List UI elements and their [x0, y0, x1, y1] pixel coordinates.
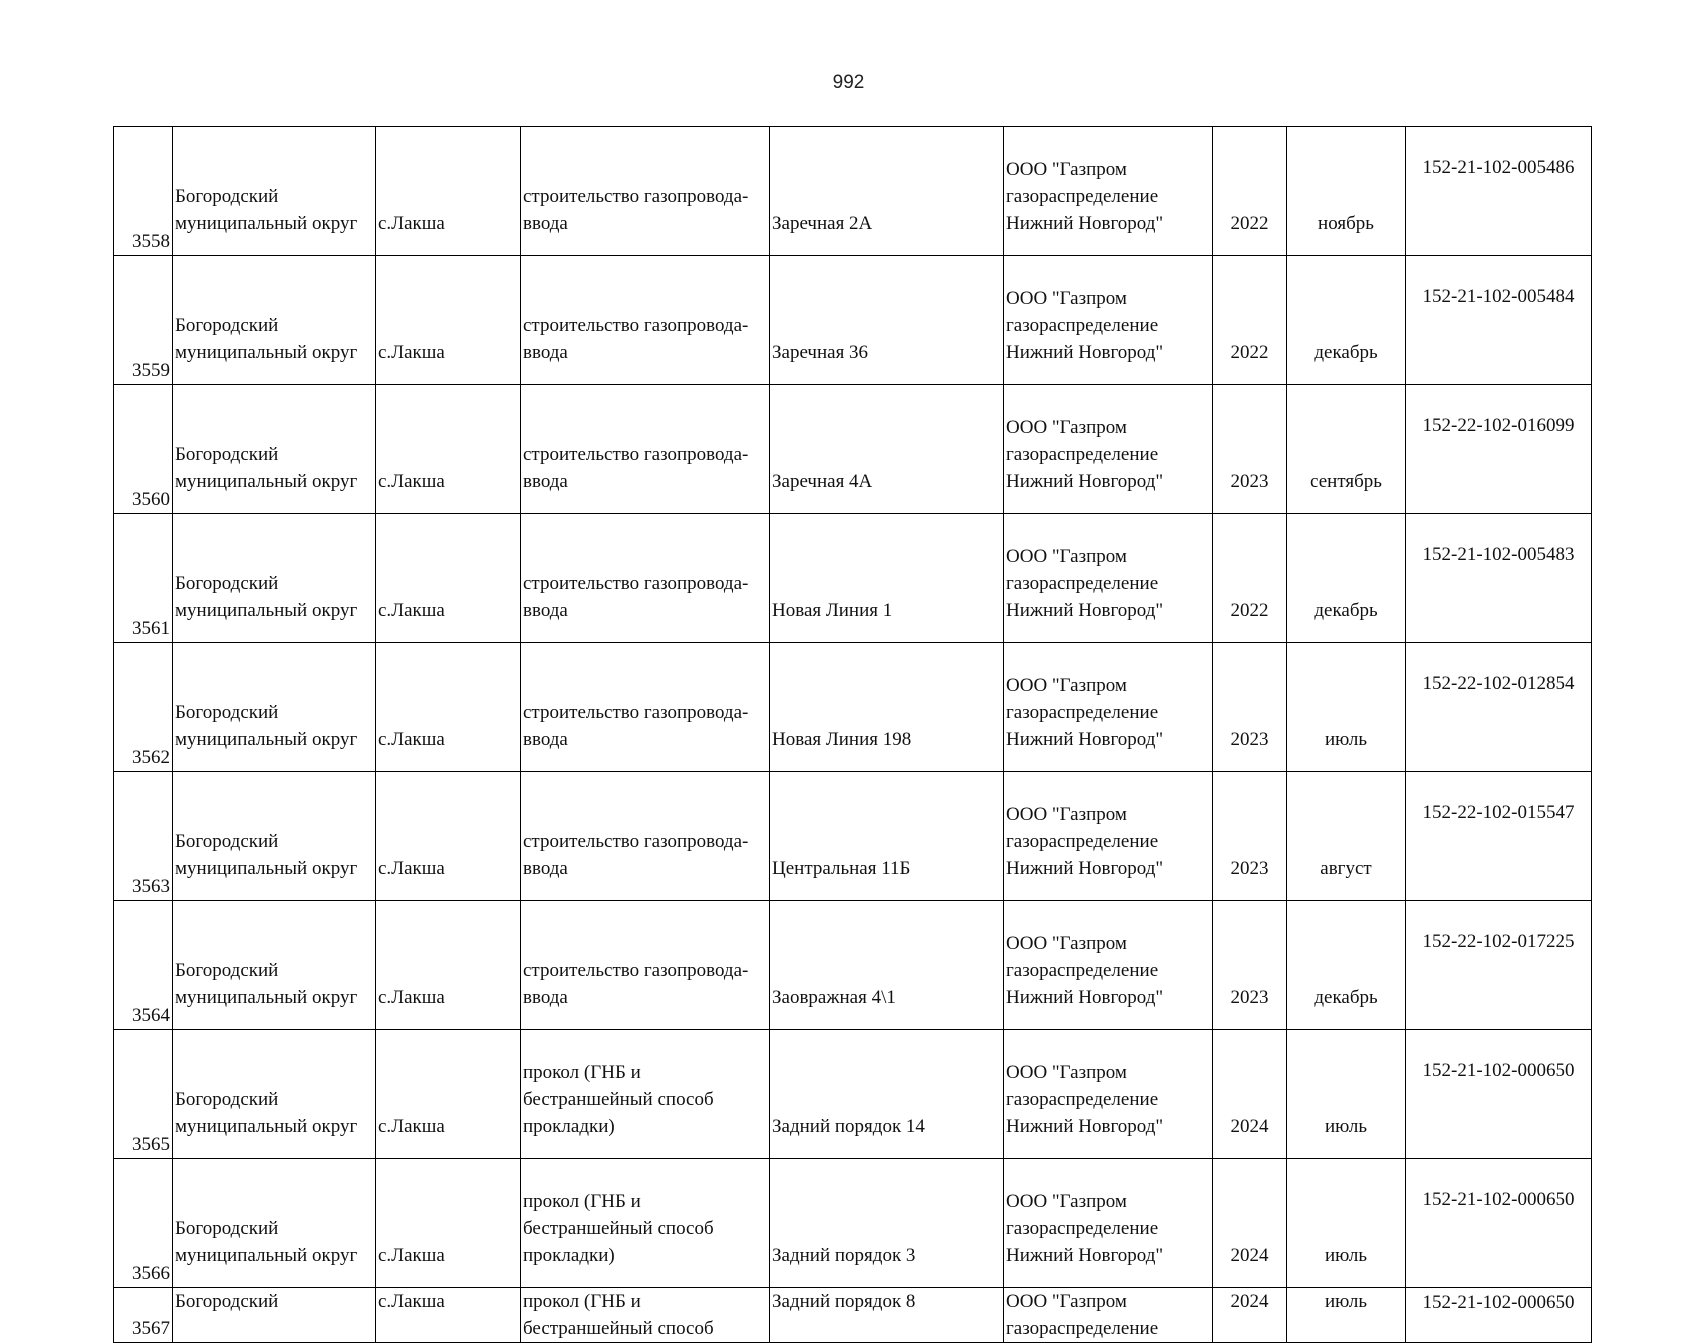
table-row	[114, 901, 1592, 1030]
table-row	[114, 1288, 1592, 1343]
table-row	[114, 1030, 1592, 1159]
cell-line: ввода	[523, 729, 568, 750]
cell-line: Нижний Новгород"	[1006, 729, 1164, 750]
cell-line: 2024	[1230, 1291, 1269, 1312]
cell-line: ноябрь	[1318, 213, 1374, 234]
cell-line: декабрь	[1314, 987, 1378, 1008]
organization-cell	[1004, 643, 1213, 772]
year-cell	[1213, 772, 1287, 901]
cell-line: газораспределение	[1006, 444, 1159, 465]
table-row	[114, 1159, 1592, 1288]
organization-cell	[1004, 1030, 1213, 1159]
work-type-cell	[521, 901, 770, 1030]
cell-line: июль	[1324, 1291, 1368, 1312]
cell-line: строительство газопровода-	[523, 573, 749, 594]
address-cell	[770, 514, 1004, 643]
cell-line: с.Лакша	[378, 858, 445, 879]
cell-line: муниципальный округ	[175, 471, 358, 492]
cell-line: Богородский	[175, 1089, 279, 1110]
address-cell	[770, 385, 1004, 514]
month-cell	[1287, 127, 1406, 256]
cell-line: Заречная 2А	[772, 213, 873, 234]
cell-line: ООО "Газпром	[1006, 675, 1127, 696]
month-cell	[1287, 514, 1406, 643]
settlement-cell	[376, 1159, 521, 1288]
month-cell	[1287, 256, 1406, 385]
table-row	[114, 127, 1592, 256]
organization-cell	[1004, 385, 1213, 514]
organization-cell	[1004, 772, 1213, 901]
work-type-cell	[521, 256, 770, 385]
district-cell	[173, 127, 376, 256]
year-cell	[1213, 385, 1287, 514]
cell-line: строительство газопровода-	[523, 315, 749, 336]
cell-line: газораспределение	[1006, 573, 1159, 594]
cell-line: 2022	[1230, 342, 1269, 363]
address-cell	[770, 256, 1004, 385]
cell-line: Новая Линия 198	[772, 729, 912, 750]
cell-line: Новая Линия 1	[772, 600, 893, 621]
month-cell	[1287, 1288, 1406, 1343]
district-cell	[173, 901, 376, 1030]
year-cell	[1213, 127, 1287, 256]
cell-line: ООО "Газпром	[1006, 1062, 1127, 1083]
year-cell	[1213, 643, 1287, 772]
cell-line: Заречная 4А	[772, 471, 873, 492]
cell-line: июль	[1324, 1116, 1368, 1137]
district-cell	[173, 256, 376, 385]
year-cell	[1213, 1288, 1287, 1343]
permit-number-cell: 152-21-102-005483	[1406, 514, 1592, 643]
cell-line: муниципальный округ	[175, 858, 358, 879]
cell-line: Богородский	[175, 186, 279, 207]
cell-line: строительство газопровода-	[523, 444, 749, 465]
permit-number-cell: 152-21-102-000650	[1406, 1159, 1592, 1288]
settlement-cell	[376, 772, 521, 901]
work-type-cell	[521, 772, 770, 901]
month-cell	[1287, 772, 1406, 901]
district-cell	[173, 1030, 376, 1159]
cell-line: 2023	[1230, 858, 1269, 879]
cell-line: Нижний Новгород"	[1006, 213, 1164, 234]
row-number-cell: 3566	[114, 1159, 173, 1288]
cell-line: декабрь	[1314, 342, 1378, 363]
cell-line: прокол (ГНБ и	[523, 1291, 641, 1312]
row-number-cell: 3558	[114, 127, 173, 256]
cell-line: Богородский	[175, 831, 279, 852]
row-number-cell: 3565	[114, 1030, 173, 1159]
cell-line: газораспределение	[1006, 1089, 1159, 1110]
cell-line: газораспределение	[1006, 960, 1159, 981]
organization-cell	[1004, 256, 1213, 385]
row-number-cell: 3560	[114, 385, 173, 514]
settlement-cell	[376, 514, 521, 643]
row-number-cell: 3561	[114, 514, 173, 643]
work-type-cell	[521, 127, 770, 256]
year-cell	[1213, 514, 1287, 643]
cell-line: 2024	[1230, 1116, 1269, 1137]
cell-line: Заовражная 4\1	[772, 987, 896, 1008]
organization-cell	[1004, 1288, 1213, 1343]
month-cell	[1287, 1030, 1406, 1159]
settlement-cell	[376, 385, 521, 514]
year-cell	[1213, 901, 1287, 1030]
cell-line: август	[1320, 858, 1372, 879]
cell-line: ввода	[523, 342, 568, 363]
permit-number-cell: 152-22-102-017225	[1406, 901, 1592, 1030]
table-row	[114, 256, 1592, 385]
cell-line: прокладки)	[523, 1245, 615, 1266]
cell-line: прокол (ГНБ и	[523, 1062, 641, 1083]
permit-number-cell: 152-21-102-000650	[1406, 1288, 1592, 1343]
year-cell	[1213, 1159, 1287, 1288]
permit-number-cell: 152-21-102-000650	[1406, 1030, 1592, 1159]
row-number-cell: 3563	[114, 772, 173, 901]
permits-table	[113, 126, 1592, 1343]
work-type-cell	[521, 643, 770, 772]
cell-line: Нижний Новгород"	[1006, 858, 1164, 879]
cell-line: бестраншейный способ	[523, 1218, 714, 1239]
cell-line: Нижний Новгород"	[1006, 600, 1164, 621]
cell-line: муниципальный округ	[175, 600, 358, 621]
cell-line: Богородский	[175, 1291, 279, 1312]
page-number: 992	[832, 72, 865, 93]
table-row	[114, 643, 1592, 772]
cell-line: с.Лакша	[378, 342, 445, 363]
cell-line: с.Лакша	[378, 1291, 445, 1312]
cell-line: строительство газопровода-	[523, 831, 749, 852]
cell-line: Богородский	[175, 702, 279, 723]
district-cell	[173, 1288, 376, 1343]
district-cell	[173, 1159, 376, 1288]
address-cell	[770, 1159, 1004, 1288]
cell-line: газораспределение	[1006, 315, 1159, 336]
organization-cell	[1004, 1159, 1213, 1288]
cell-line: строительство газопровода-	[523, 702, 749, 723]
cell-line: ООО "Газпром	[1006, 417, 1127, 438]
cell-line: Нижний Новгород"	[1006, 471, 1164, 492]
cell-line: муниципальный округ	[175, 342, 358, 363]
cell-line: газораспределение	[1006, 186, 1159, 207]
cell-line: с.Лакша	[378, 1116, 445, 1137]
cell-line: Богородский	[175, 315, 279, 336]
cell-line: 2023	[1230, 471, 1269, 492]
cell-line: муниципальный округ	[175, 1116, 358, 1137]
year-cell	[1213, 256, 1287, 385]
settlement-cell	[376, 256, 521, 385]
cell-line: газораспределение	[1006, 702, 1159, 723]
work-type-cell	[521, 514, 770, 643]
settlement-cell	[376, 643, 521, 772]
address-cell	[770, 772, 1004, 901]
cell-line: с.Лакша	[378, 600, 445, 621]
district-cell	[173, 772, 376, 901]
cell-line: июль	[1324, 729, 1368, 750]
month-cell	[1287, 643, 1406, 772]
permit-number-cell: 152-22-102-016099	[1406, 385, 1592, 514]
settlement-cell	[376, 901, 521, 1030]
cell-line: строительство газопровода-	[523, 186, 749, 207]
month-cell	[1287, 901, 1406, 1030]
permit-number-cell: 152-21-102-005484	[1406, 256, 1592, 385]
cell-line: Задний порядок 14	[772, 1116, 925, 1137]
cell-line: строительство газопровода-	[523, 960, 749, 981]
cell-line: 2023	[1230, 729, 1269, 750]
row-number-cell: 3567	[114, 1288, 173, 1343]
cell-line: Богородский	[175, 1218, 279, 1239]
cell-line: ООО "Газпром	[1006, 288, 1127, 309]
permit-number-cell: 152-21-102-005486	[1406, 127, 1592, 256]
table-row	[114, 772, 1592, 901]
settlement-cell	[376, 127, 521, 256]
organization-cell	[1004, 901, 1213, 1030]
cell-line: муниципальный округ	[175, 729, 358, 750]
cell-line: Богородский	[175, 573, 279, 594]
cell-line: муниципальный округ	[175, 1245, 358, 1266]
table-row	[114, 514, 1592, 643]
cell-line: с.Лакша	[378, 987, 445, 1008]
cell-line: ввода	[523, 858, 568, 879]
cell-line: газораспределение	[1006, 831, 1159, 852]
cell-line: бестраншейный способ	[523, 1089, 714, 1110]
cell-line: ООО "Газпром	[1006, 159, 1127, 180]
address-cell	[770, 901, 1004, 1030]
address-cell	[770, 127, 1004, 256]
cell-line: Нижний Новгород"	[1006, 342, 1164, 363]
cell-line: сентябрь	[1310, 471, 1382, 492]
cell-line: муниципальный округ	[175, 213, 358, 234]
cell-line: Нижний Новгород"	[1006, 1245, 1164, 1266]
cell-line: Богородский	[175, 960, 279, 981]
table-body	[114, 127, 1592, 1343]
district-cell	[173, 385, 376, 514]
work-type-cell	[521, 1030, 770, 1159]
cell-line: ввода	[523, 987, 568, 1008]
cell-line: Богородский	[175, 444, 279, 465]
address-cell	[770, 1030, 1004, 1159]
cell-line: Нижний Новгород"	[1006, 1116, 1164, 1137]
settlement-cell	[376, 1030, 521, 1159]
cell-line: с.Лакша	[378, 1245, 445, 1266]
cell-line: газораспределение	[1006, 1218, 1159, 1239]
work-type-cell	[521, 1288, 770, 1343]
table-row	[114, 385, 1592, 514]
cell-line: Задний порядок 3	[772, 1245, 916, 1266]
work-type-cell	[521, 1159, 770, 1288]
month-cell	[1287, 385, 1406, 514]
cell-line: июль	[1324, 1245, 1368, 1266]
cell-line: ООО "Газпром	[1006, 1191, 1127, 1212]
cell-line: бестраншейный способ	[523, 1318, 714, 1339]
permit-number-cell: 152-22-102-012854	[1406, 643, 1592, 772]
row-number-cell: 3564	[114, 901, 173, 1030]
cell-line: ввода	[523, 213, 568, 234]
organization-cell	[1004, 127, 1213, 256]
cell-line: ввода	[523, 600, 568, 621]
cell-line: газораспределение	[1006, 1318, 1159, 1339]
permit-number-cell: 152-22-102-015547	[1406, 772, 1592, 901]
cell-line: с.Лакша	[378, 729, 445, 750]
cell-line: 2022	[1230, 213, 1269, 234]
cell-line: ООО "Газпром	[1006, 804, 1127, 825]
row-number-cell: 3559	[114, 256, 173, 385]
district-cell	[173, 643, 376, 772]
address-cell	[770, 643, 1004, 772]
cell-line: Заречная 36	[772, 342, 869, 363]
cell-line: ООО "Газпром	[1006, 933, 1127, 954]
cell-line: декабрь	[1314, 600, 1378, 621]
cell-line: ООО "Газпром	[1006, 546, 1127, 567]
cell-line: прокладки)	[523, 1116, 615, 1137]
cell-line: ООО "Газпром	[1006, 1291, 1127, 1312]
cell-line: Задний порядок 8	[772, 1291, 916, 1312]
work-type-cell	[521, 385, 770, 514]
cell-line: Нижний Новгород"	[1006, 987, 1164, 1008]
cell-line: 2024	[1230, 1245, 1269, 1266]
cell-line: 2023	[1230, 987, 1269, 1008]
district-cell	[173, 514, 376, 643]
cell-line: прокол (ГНБ и	[523, 1191, 641, 1212]
cell-line: ввода	[523, 471, 568, 492]
row-number-cell: 3562	[114, 643, 173, 772]
cell-line: 2022	[1230, 600, 1269, 621]
cell-line: с.Лакша	[378, 213, 445, 234]
organization-cell	[1004, 514, 1213, 643]
cell-line: муниципальный округ	[175, 987, 358, 1008]
month-cell	[1287, 1159, 1406, 1288]
settlement-cell	[376, 1288, 521, 1343]
cell-line: с.Лакша	[378, 471, 445, 492]
address-cell	[770, 1288, 1004, 1343]
year-cell	[1213, 1030, 1287, 1159]
cell-line: Центральная 11Б	[772, 858, 911, 879]
